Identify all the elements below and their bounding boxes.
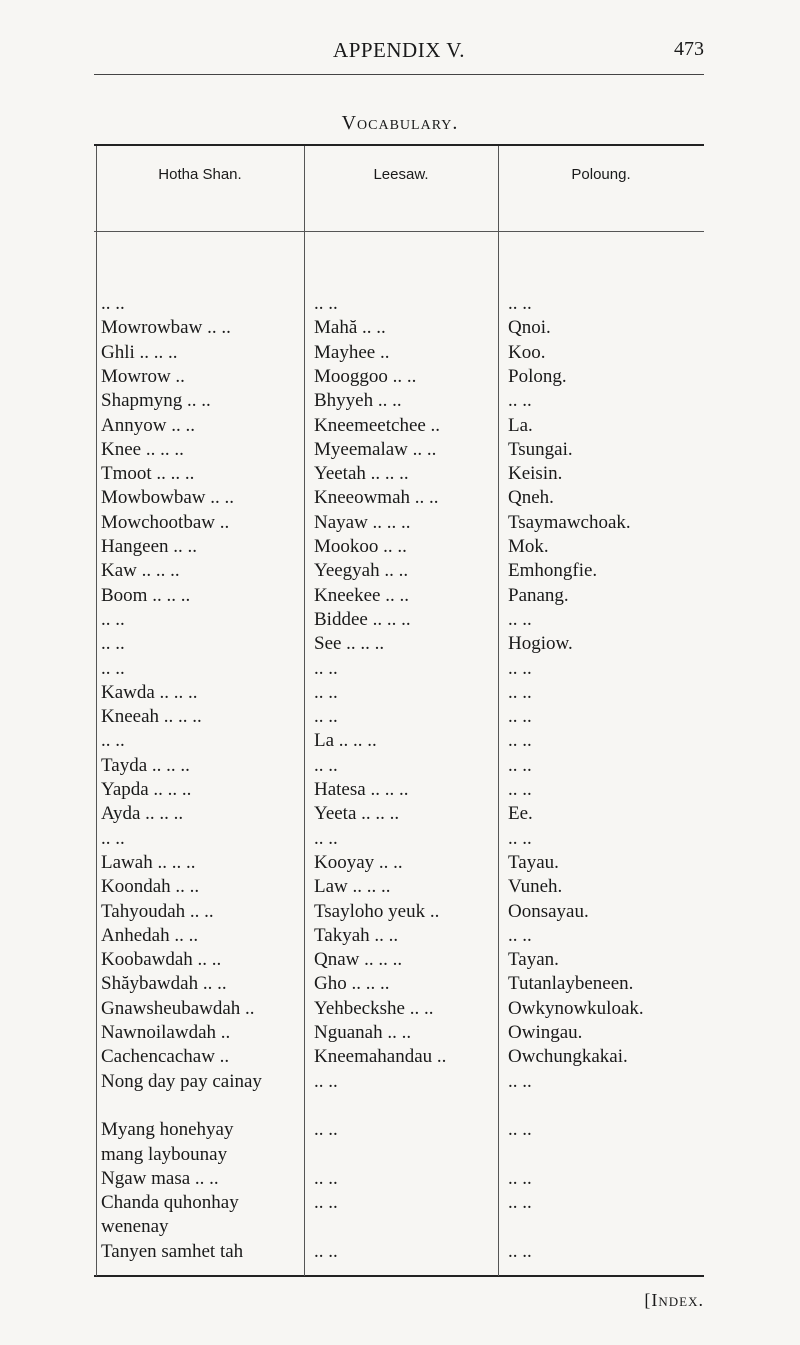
cell-leesaw: Yeegyah .. .. xyxy=(314,560,409,582)
cell-hotha-shan: Tayda .. .. .. xyxy=(101,754,190,776)
cell-hotha-shan: Chanda quhonhay xyxy=(101,1192,239,1214)
cell-leesaw: Kneeowmah .. .. xyxy=(314,487,439,509)
table-row xyxy=(0,582,800,609)
table-row xyxy=(0,898,800,925)
cell-hotha-shan: .. .. xyxy=(101,657,125,679)
cell-hotha-shan: Nawnoilawdah .. xyxy=(101,1022,231,1043)
cell-poloung: Koo. xyxy=(508,341,546,363)
cell-leesaw: Nguanah .. .. xyxy=(314,1022,412,1043)
cell-leesaw: Takyah .. .. xyxy=(314,924,399,946)
table-row xyxy=(0,679,800,706)
cell-hotha-shan: .. .. xyxy=(101,608,125,630)
table-row xyxy=(0,606,800,633)
cell-hotha-shan: Boom .. .. .. xyxy=(101,584,191,606)
table-row xyxy=(0,557,800,584)
table-row xyxy=(0,1043,800,1070)
cell-poloung: La. xyxy=(508,414,533,436)
table-row xyxy=(0,484,800,511)
cell-poloung: .. .. xyxy=(508,1240,532,1262)
table-bottom-rule xyxy=(94,1275,704,1277)
cell-hotha-shan: Annyow .. .. xyxy=(101,414,195,436)
cell-leesaw: Gho .. .. .. xyxy=(314,973,390,995)
cell-poloung: Hogiow. xyxy=(508,633,573,655)
table-row xyxy=(0,776,800,803)
cell-hotha-shan: Mowchootbaw .. xyxy=(101,511,230,533)
cell-leesaw: .. .. xyxy=(314,827,338,849)
cell-leesaw: Kneemahandau .. xyxy=(314,1046,447,1068)
cell-hotha-shan: Nong day pay cainay xyxy=(101,1070,262,1092)
cell-hotha-shan: Kaw .. .. .. xyxy=(101,560,180,582)
cell-poloung: Tsaymawchoak. xyxy=(508,511,631,533)
cell-poloung: .. .. xyxy=(508,1119,532,1141)
cell-hotha-shan: Ngaw masa .. .. xyxy=(101,1167,219,1189)
table-row xyxy=(0,460,800,487)
table-row xyxy=(0,655,800,682)
cell-poloung: .. .. xyxy=(508,1167,532,1189)
cell-hotha-shan: .. .. xyxy=(101,730,125,752)
cell-poloung: Panang. xyxy=(508,584,569,606)
cell-hotha-shan: Kneeah .. .. .. xyxy=(101,706,202,728)
table-row xyxy=(0,1238,800,1265)
cell-poloung: Emhongfie. xyxy=(508,560,598,582)
header-rule xyxy=(94,74,704,75)
cell-leesaw: Mooggoo .. .. xyxy=(314,365,417,387)
cell-poloung: .. .. xyxy=(508,827,532,849)
table-row xyxy=(0,800,800,827)
running-title: APPENDIX V. xyxy=(333,38,465,62)
cell-hotha-shan: Mowbowbaw .. .. xyxy=(101,487,234,509)
table-row xyxy=(0,946,800,973)
cell-hotha-shan: .. .. xyxy=(101,633,125,655)
table-caption: Vocabulary. xyxy=(341,112,459,134)
table-row xyxy=(0,509,800,536)
cell-poloung: Tayan. xyxy=(508,949,559,971)
cell-poloung: .. .. xyxy=(508,657,532,679)
cell-poloung: Qnoi. xyxy=(508,317,551,339)
column-header-poloung: Poloung. xyxy=(571,166,631,183)
table-row xyxy=(0,825,800,852)
table-row xyxy=(0,339,800,366)
cell-poloung: .. .. xyxy=(508,293,532,314)
cell-poloung: .. .. xyxy=(508,390,532,412)
cell-leesaw: Myeemalaw .. .. xyxy=(314,438,437,460)
table-row xyxy=(0,752,800,779)
cell-leesaw: La .. .. .. xyxy=(314,730,377,752)
table-row xyxy=(0,727,800,754)
cell-leesaw: .. .. xyxy=(314,1119,338,1141)
table-row xyxy=(0,873,800,900)
table-row xyxy=(0,922,800,949)
cell-hotha-shan: Tmoot .. .. .. xyxy=(101,463,195,485)
cell-hotha-shan: Myang honehyay xyxy=(101,1119,234,1141)
cell-poloung: .. .. xyxy=(508,1070,532,1092)
table-row xyxy=(0,970,800,997)
cell-leesaw: Kneemeetchee .. xyxy=(314,414,441,436)
table-row xyxy=(0,995,800,1022)
cell-leesaw: Qnaw .. .. .. xyxy=(314,949,403,971)
cell-hotha-shan: Anhedah .. .. xyxy=(101,924,199,946)
table-row xyxy=(0,1213,800,1240)
cell-leesaw: Yeeta .. .. .. xyxy=(314,803,400,825)
table-row xyxy=(0,630,800,657)
cell-leesaw: .. .. xyxy=(314,681,338,703)
cell-poloung: Mok. xyxy=(508,536,549,557)
cell-poloung: Ee. xyxy=(508,803,533,825)
cell-poloung: Owchungkakai. xyxy=(508,1046,628,1068)
cell-hotha-shan: Gnawsheubawdah .. xyxy=(101,997,255,1019)
table-row xyxy=(0,849,800,876)
cell-hotha-shan: Ayda .. .. .. xyxy=(101,803,184,825)
cell-hotha-shan: Mowrow .. xyxy=(101,365,185,387)
cell-hotha-shan: .. .. xyxy=(101,827,125,849)
cell-leesaw: Mookoo .. .. xyxy=(314,536,407,557)
cell-hotha-shan: Koondah .. .. xyxy=(101,876,200,898)
cell-leesaw: Bhyyeh .. .. xyxy=(314,390,402,412)
cell-hotha-shan: Lawah .. .. .. xyxy=(101,851,196,873)
cell-leesaw: Kooyay .. .. xyxy=(314,851,403,873)
cell-leesaw: .. .. xyxy=(314,657,338,679)
cell-poloung: .. .. xyxy=(508,608,532,630)
cell-poloung: Oonsayau. xyxy=(508,900,589,922)
cell-poloung: Owkynowkuloak. xyxy=(508,997,644,1019)
page-number: 473 xyxy=(674,38,704,60)
cell-hotha-shan: Kawda .. .. .. xyxy=(101,681,198,703)
cell-leesaw: Hatesa .. .. .. xyxy=(314,779,409,800)
cell-leesaw: Biddee .. .. .. xyxy=(314,608,411,630)
cell-poloung: Tsungai. xyxy=(508,438,573,460)
cell-leesaw: Tsayloho yeuk .. xyxy=(314,900,440,922)
table-row xyxy=(0,703,800,730)
cell-hotha-shan: Tahyoudah .. .. xyxy=(101,900,214,922)
page-header xyxy=(94,38,704,72)
cell-leesaw: Nayaw .. .. .. xyxy=(314,511,411,533)
cell-hotha-shan: Mowrowbaw .. .. xyxy=(101,317,231,339)
table-top-rule xyxy=(94,144,704,146)
cell-leesaw: .. .. xyxy=(314,1192,338,1214)
cell-hotha-shan: .. .. xyxy=(101,293,125,314)
cell-leesaw: Mayhee .. xyxy=(314,341,390,363)
cell-hotha-shan: Shapmyng .. .. xyxy=(101,390,211,412)
cell-leesaw: .. .. xyxy=(314,1240,338,1262)
cell-hotha-shan: Yapda .. .. .. xyxy=(101,779,192,800)
table-row xyxy=(0,1068,800,1095)
cell-poloung: .. .. xyxy=(508,779,532,800)
table-row xyxy=(0,1141,800,1168)
cell-leesaw: .. .. xyxy=(314,293,338,314)
cell-poloung: .. .. xyxy=(508,681,532,703)
footer-catchword: [Index. xyxy=(644,1290,704,1310)
table-row xyxy=(0,1116,800,1143)
table-row xyxy=(0,1165,800,1192)
cell-leesaw: Yehbeckshe .. .. xyxy=(314,997,434,1019)
table-row xyxy=(0,436,800,463)
cell-hotha-shan: Hangeen .. .. xyxy=(101,536,198,557)
cell-hotha-shan: mang laybounay xyxy=(101,1143,228,1165)
table-row xyxy=(0,1189,800,1216)
cell-leesaw: .. .. xyxy=(314,706,338,728)
table-row xyxy=(0,314,800,341)
cell-poloung: .. .. xyxy=(508,706,532,728)
column-header-leesaw: Leesaw. xyxy=(373,166,429,183)
cell-poloung: .. .. xyxy=(508,924,532,946)
cell-poloung: Owingau. xyxy=(508,1022,583,1043)
cell-poloung: Qneh. xyxy=(508,487,554,509)
cell-hotha-shan: Cachencachaw .. xyxy=(101,1046,230,1068)
header-bottom-rule xyxy=(94,231,704,232)
cell-leesaw: See .. .. .. xyxy=(314,633,385,655)
cell-hotha-shan: wenenay xyxy=(101,1216,169,1238)
cell-leesaw: Yeetah .. .. .. xyxy=(314,463,409,485)
cell-poloung: .. .. xyxy=(508,730,532,752)
cell-poloung: .. .. xyxy=(508,754,532,776)
cell-hotha-shan: Ghli .. .. .. xyxy=(101,341,178,363)
cell-poloung: Polong. xyxy=(508,365,567,387)
cell-leesaw: Kneekee .. .. xyxy=(314,584,409,606)
cell-leesaw: .. .. xyxy=(314,1167,338,1189)
cell-poloung: Tayau. xyxy=(508,851,559,873)
cell-leesaw: Mahă .. .. xyxy=(314,317,386,339)
cell-hotha-shan: Koobawdah .. .. xyxy=(101,949,222,971)
table-row xyxy=(0,533,800,560)
cell-poloung: .. .. xyxy=(508,1192,532,1214)
cell-leesaw: Law .. .. .. xyxy=(314,876,391,898)
cell-leesaw: .. .. xyxy=(314,754,338,776)
table-row xyxy=(0,412,800,439)
column-header-hotha-shan: Hotha Shan. xyxy=(158,166,242,183)
table-row xyxy=(0,363,800,390)
table-row xyxy=(0,1092,800,1119)
table-row xyxy=(0,387,800,414)
cell-poloung: Tutanlaybeneen. xyxy=(508,973,634,995)
cell-hotha-shan: Tanyen samhet tah xyxy=(101,1240,244,1262)
cell-hotha-shan: Knee .. .. .. xyxy=(101,438,184,460)
cell-poloung: Vuneh. xyxy=(508,876,563,898)
table-row xyxy=(0,1019,800,1046)
table-row xyxy=(0,290,800,317)
cell-poloung: Keisin. xyxy=(508,463,563,485)
cell-hotha-shan: Shăybawdah .. .. xyxy=(101,973,227,995)
cell-leesaw: .. .. xyxy=(314,1070,338,1092)
